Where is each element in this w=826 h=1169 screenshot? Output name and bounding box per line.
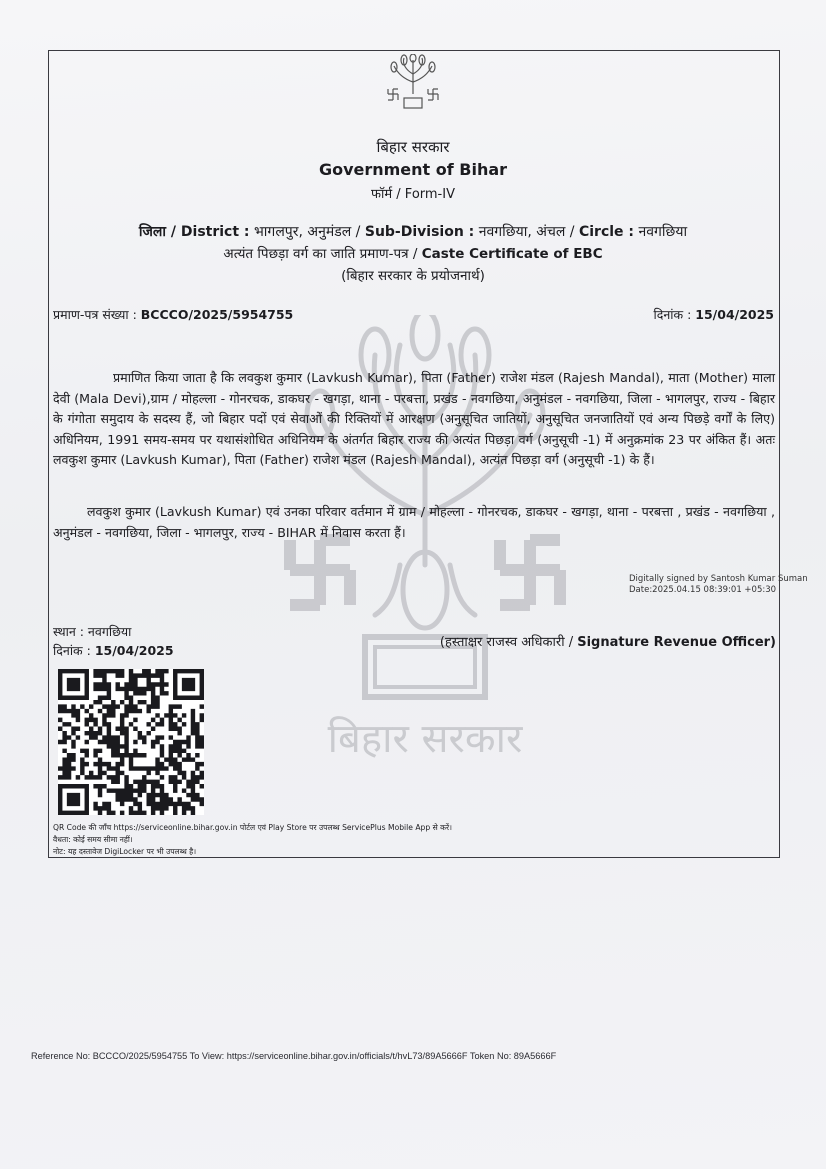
certificate-purpose: (बिहार सरकार के प्रयोजनार्थ) <box>341 268 485 284</box>
certificate-body-paragraph: प्रमाणित किया जाता है कि लवकुश कुमार (Lavkush Kumar), पिता (Father) राजेश मंडल (Rajesh Mandal), माता (Mother) माला देवी (Mala Devi),ग्राम / मोहल्ला - गोनरचक, डाकघर - खगड़ा, थाना - परबत्ता, प्रखंड - नवगछिया, अनुमंडल - नवगछिया, जिला - भागलपुर, राज्य - बिहार के गंगोता समुदाय के सदस्य हैं, जो बिहार पदों एवं सेवाओं की रिक्तियों में आरक्षण (अनुसूचित जातियों, अनुसूचित जनजातियों एवं अन्य पिछड़े वर्गों के लिए) अधिनियम, 1991 समय-समय पर यथासंशोधित अधिनियम के अंतर्गत बिहार राज्य की अत्यंत पिछड़ा वर्ग (अनुसूची -1) में अनुक्रमांक 23 पर अंकित हैं। अतः लवकुश कुमार (Lavkush Kumar), पिता (Father) राजेश मंडल (Rajesh Mandal), अत्यंत पिछड़ा वर्ग (अनुसूची -1) के हैं। <box>53 370 775 467</box>
issue-date-value: 15/04/2025 <box>695 307 774 322</box>
certificate-title <box>48 244 778 262</box>
place-and-date <box>53 622 174 660</box>
circle-label-hindi: अंचल / <box>536 224 575 240</box>
signature-officer-label <box>440 632 776 650</box>
qr-modules <box>58 669 204 815</box>
signature-officer-english: Signature Revenue Officer) <box>577 635 776 650</box>
qr-note-verify: QR Code की जाँच https://serviceonline.bihar.gov.in पोर्टल एवं Play Store पर उपलब्ध ServicePlus Mobile App से करें। <box>53 823 452 832</box>
govt-title-english: Government of Bihar <box>318 160 508 179</box>
place-label: स्थान : नवगछिया <box>53 624 132 639</box>
circle-value: नवगछिया <box>638 224 688 240</box>
certificate-number-label: प्रमाण-पत्र संख्या : <box>53 307 137 322</box>
subdivision-label-english: Sub-Division : <box>364 224 475 240</box>
certificate-number-value: BCCCO/2025/5954755 <box>140 307 294 322</box>
subdivision-value: नवगछिया, <box>478 224 532 240</box>
district-label: जिला / District : <box>138 224 250 240</box>
reference-footer: Reference No: BCCCO/2025/5954755 To View: https://serviceonline.bihar.gov.in/officials/t/hvL73/89A5666F Token No: 89A5666F <box>31 1051 557 1061</box>
issue-date-label: दिनांक : <box>653 307 692 322</box>
sign-date-label: दिनांक : <box>53 643 91 658</box>
form-label: फॉर्म / Form-IV <box>371 187 455 202</box>
digital-signature-date: Date:2025.04.15 08:39:01 +05:30 <box>629 585 777 595</box>
residence-paragraph: लवकुश कुमार (Lavkush Kumar) एवं उनका परिवार वर्तमान में ग्राम / मोहल्ला - गोनरचक, डाकघर - खगड़ा, थाना - परबत्ता , प्रखंड - नवगछिया , अनुमंडल - नवगछिया, जिला - भागलपुर, राज्य - BIHAR में निवास करता हैं। <box>53 504 775 540</box>
jurisdiction-line <box>48 222 778 241</box>
govt-title-hindi: बिहार सरकार <box>376 138 450 156</box>
sign-date-value: 15/04/2025 <box>94 643 174 658</box>
certificate-title-hindi: अत्यंत पिछड़ा वर्ग का जाति प्रमाण-पत्र / <box>223 246 418 262</box>
signature-officer-hindi: (हस्ताक्षर राजस्व अधिकारी / <box>439 635 574 650</box>
digital-signature-stamp <box>629 574 808 596</box>
qr-verification-notes <box>53 822 452 858</box>
verification-qr-code[interactable] <box>58 669 204 815</box>
qr-note-digilocker: नोट: यह दस्तावेज DigiLocker पर भी उपलब्ध है। <box>53 847 197 856</box>
certificate-number <box>53 306 293 323</box>
subdivision-label-hindi: अनुमंडल / <box>307 224 361 240</box>
bihar-emblem-logo <box>384 54 442 112</box>
sign-date <box>53 641 174 660</box>
district-value: भागलपुर, <box>253 224 303 240</box>
digital-signature-signer: Digitally signed by Santosh Kumar Suman <box>629 574 808 584</box>
qr-note-validity: वैधता: कोई समय सीमा नहीं। <box>53 835 133 844</box>
watermark-text: बिहार सरकार <box>327 716 523 762</box>
circle-label-english: Circle : <box>578 224 635 240</box>
certificate-title-english: Caste Certificate of EBC <box>421 246 603 262</box>
issue-date <box>653 306 774 323</box>
